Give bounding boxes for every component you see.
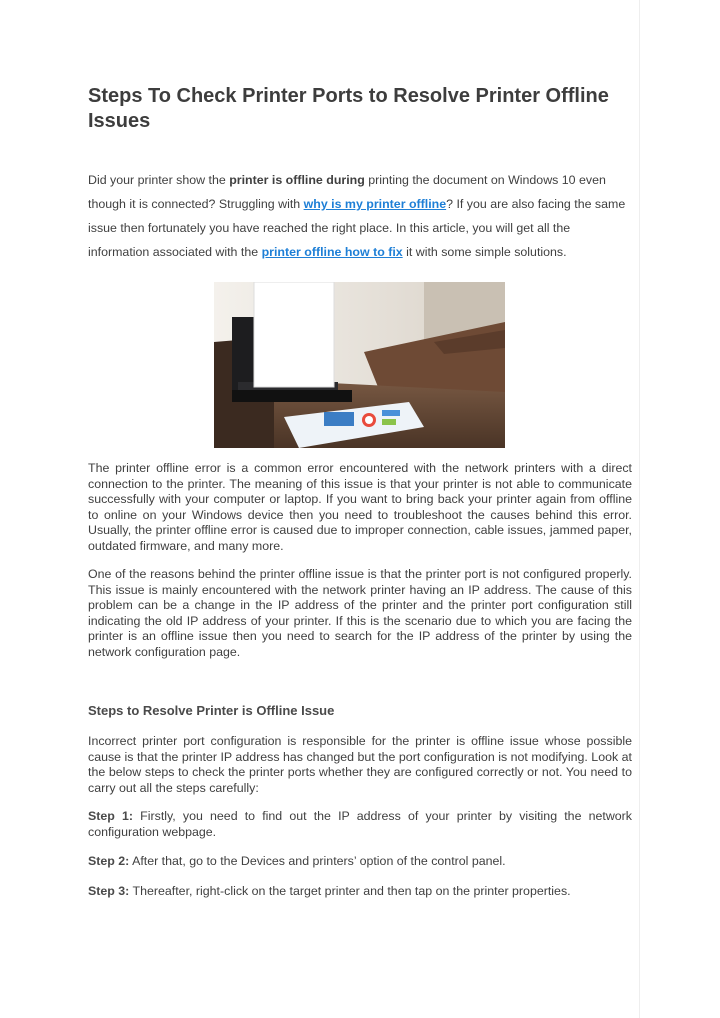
printer-photo bbox=[214, 282, 505, 448]
step-3-text: Thereafter, right-click on the target printer and then tap on the printer properties. bbox=[129, 884, 571, 898]
intro-text-3: ? If you are also facing the same issue then fortunately you have reached the right place. In this article, you will get all the information associated with the bbox=[88, 197, 626, 259]
intro-text-4: it with some simple solutions. bbox=[402, 245, 567, 259]
step-2-label: Step 2: bbox=[88, 854, 130, 868]
page-edge bbox=[639, 0, 640, 1018]
step-3-label: Step 3: bbox=[88, 884, 130, 898]
link-why-printer-offline[interactable]: why is my printer offline bbox=[303, 197, 447, 211]
page-title: Steps To Check Printer Ports to Resolve Printer Offline Issues bbox=[88, 85, 609, 132]
step-1 bbox=[88, 809, 632, 840]
step-2-text: After that, go to the Devices and printers’ option of the control panel. bbox=[129, 854, 506, 868]
intro-paragraph bbox=[88, 168, 632, 264]
paragraph-port-config: One of the reasons behind the printer offline issue is that the printer port is not configured properly. This issue is mainly encountered with the network printer having an IP address. The cause of this problem can be a change in the IP address of the printer and the printer port configuration still indicating the old IP address of your printer. If this is the scenario due to which you are facing the printer is an offline issue then you need to search for the IP address of the printer by using the network configuration page. bbox=[88, 567, 632, 659]
step-3 bbox=[88, 884, 632, 900]
paragraph-incorrect-port: Incorrect printer port configuration is responsible for the printer is offline issue whose possible cause is that the printer IP address has changed but the port configuration is not modifying. Look at the below steps to check the printer ports whether they are configured correctly or not. You need to carry out all the steps carefully: bbox=[88, 734, 632, 795]
step-1-label: Step 1: bbox=[88, 809, 134, 823]
document-body bbox=[88, 84, 633, 898]
section-heading: Steps to Resolve Printer is Offline Issue bbox=[88, 703, 335, 718]
paragraph-offline-error: The printer offline error is a common error encountered with the network printers with a direct connection to the printer. The meaning of this issue is that your printer is not able to communicate successfully with your computer or laptop. If you want to bring back your printer again from offline to online on your Windows device then you need to troubleshoot the causes behind this error. Usually, the printer offline error is caused due to improper connection, cable issues, jammed paper, outdated firmware, and many more. bbox=[88, 461, 632, 553]
intro-text-2: printing the document on Windows 10 even though it is connected? Struggling with bbox=[88, 173, 606, 211]
step-2 bbox=[88, 854, 632, 870]
step-1-text: Firstly, you need to find out the IP address of your printer by visiting the network configuration webpage. bbox=[88, 809, 633, 839]
link-printer-offline-fix[interactable]: printer offline how to fix bbox=[261, 245, 403, 259]
intro-bold-phrase: printer is offline during bbox=[229, 173, 365, 187]
intro-text-1: Did your printer show the bbox=[88, 173, 230, 187]
